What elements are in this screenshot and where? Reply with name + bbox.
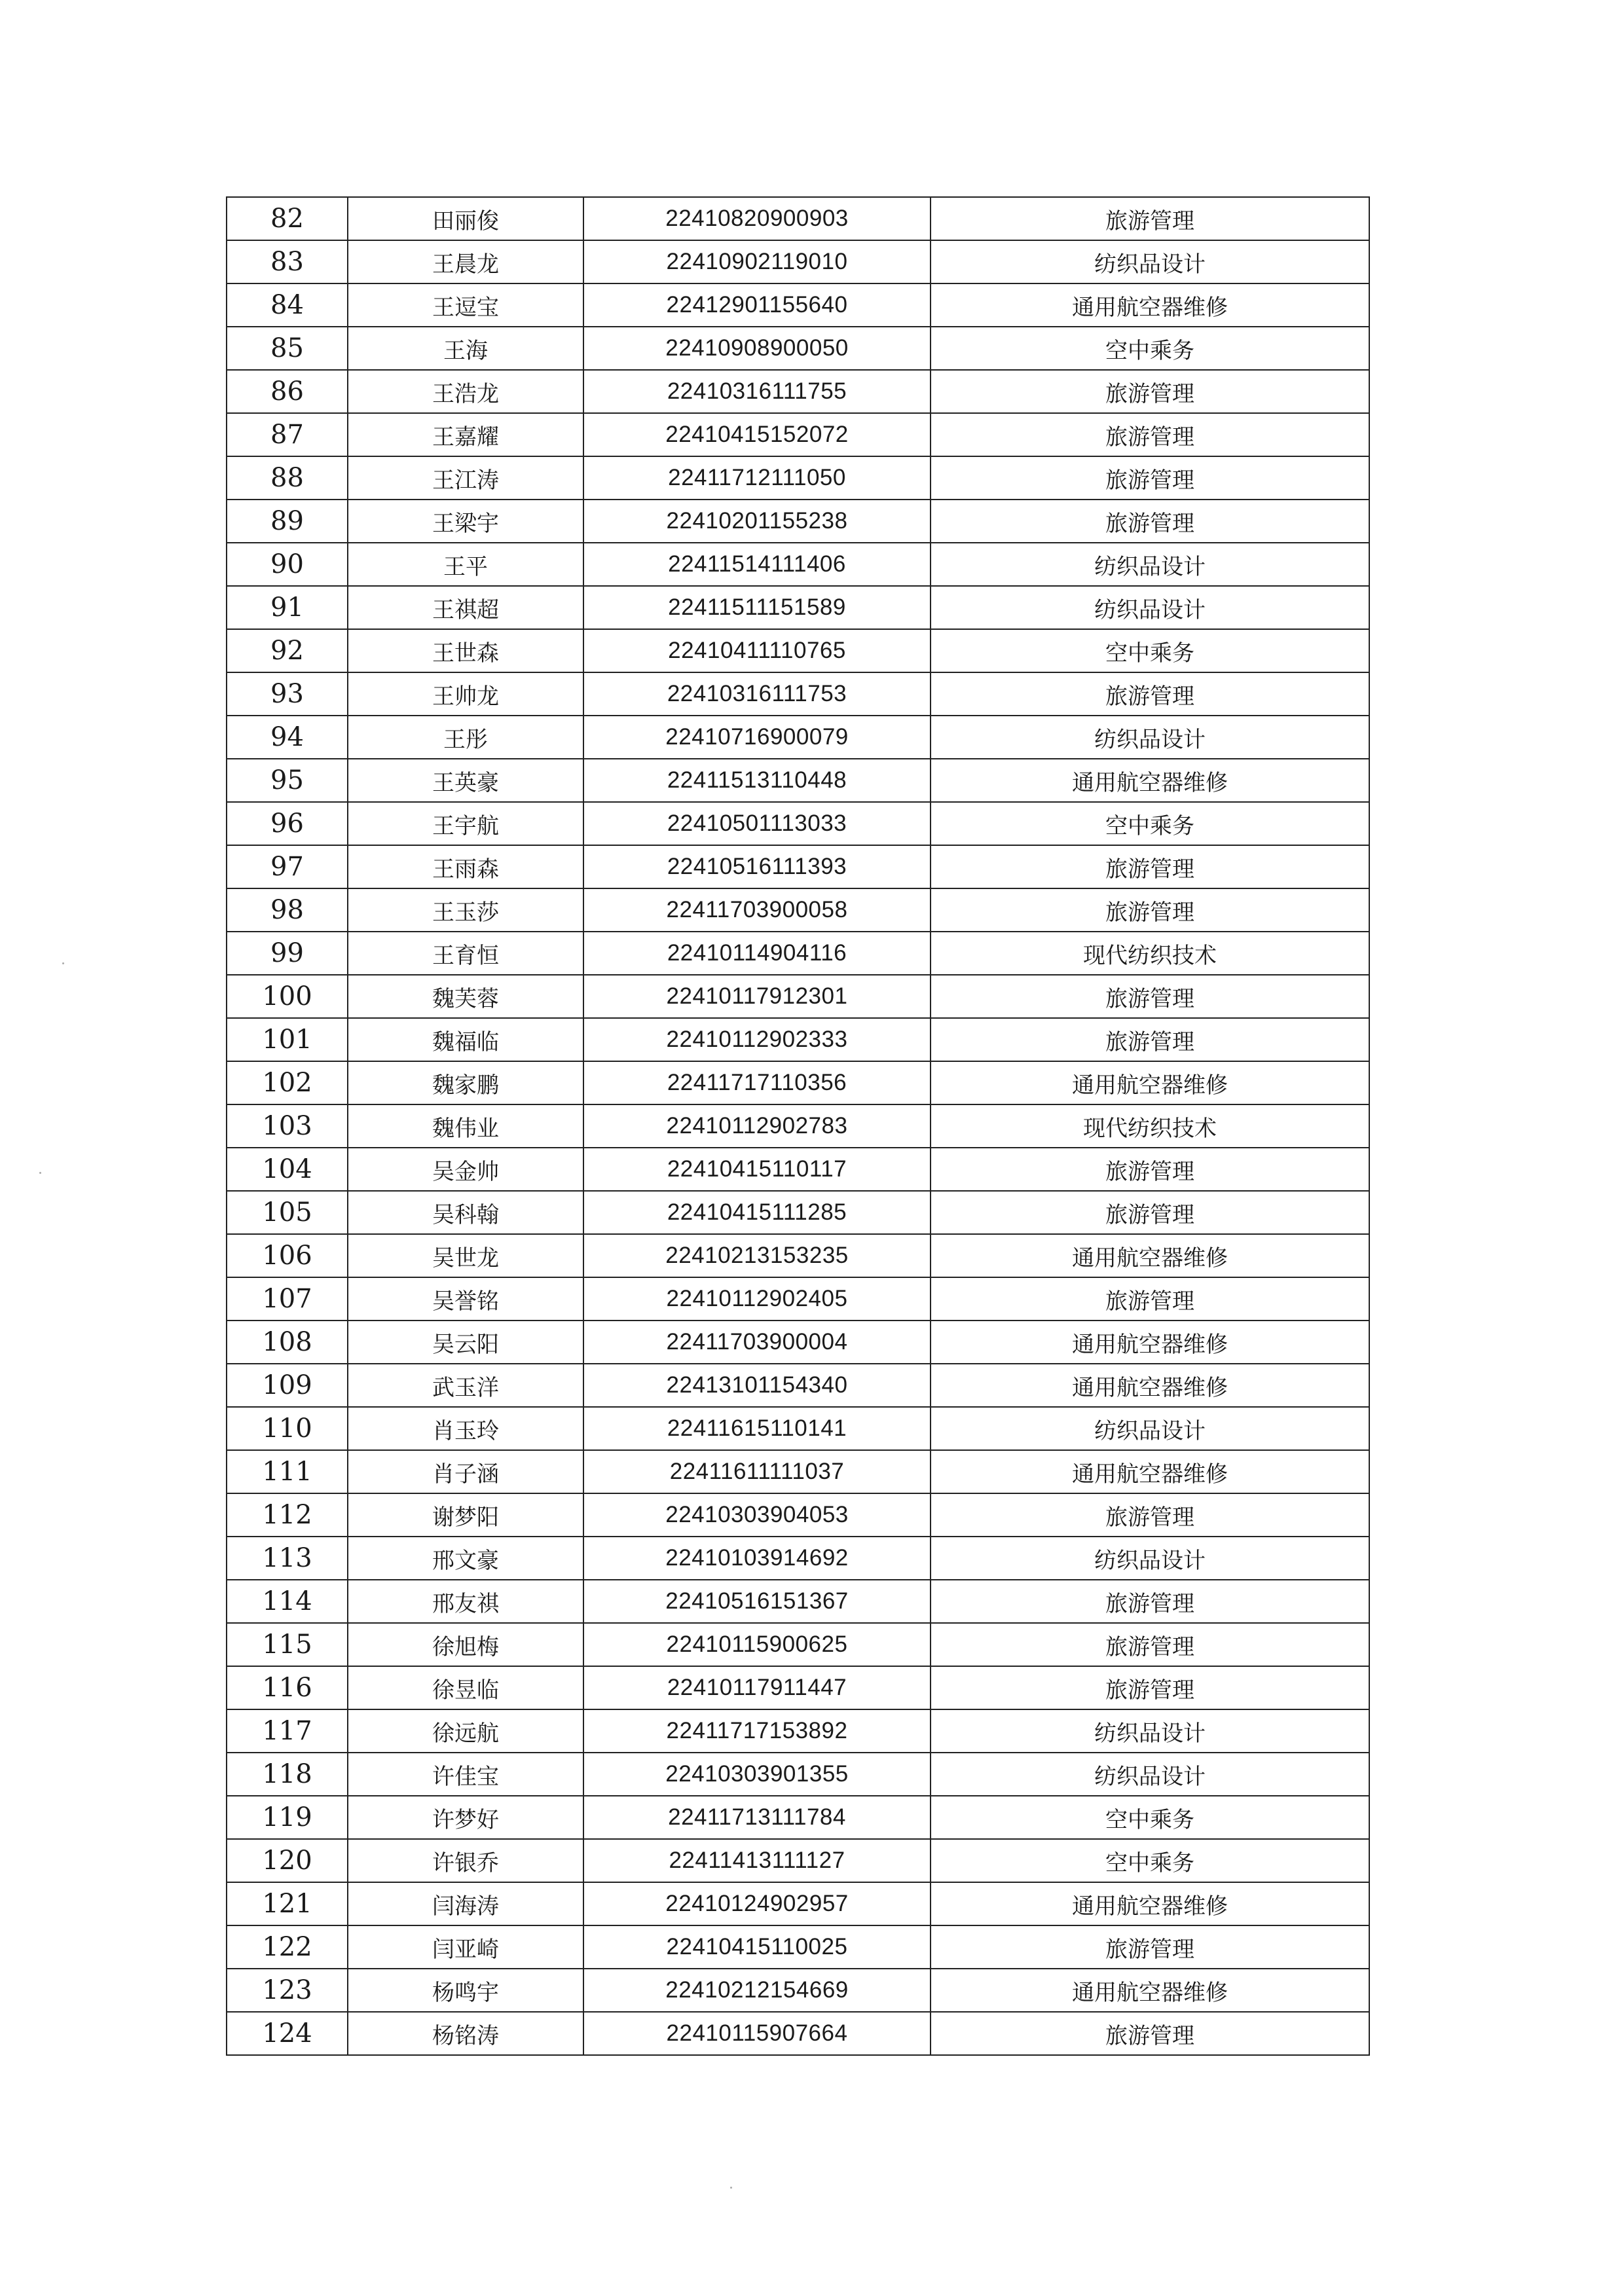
row-number: 106 bbox=[227, 1234, 348, 1277]
table-row bbox=[227, 1753, 1369, 1796]
row-number: 124 bbox=[227, 2012, 348, 2055]
student-name: 魏伟业 bbox=[348, 1104, 583, 1148]
table-row bbox=[227, 1882, 1369, 1925]
row-number: 107 bbox=[227, 1277, 348, 1321]
exam-number: 22410501113033 bbox=[583, 802, 931, 845]
table-row bbox=[227, 1321, 1369, 1364]
table-row bbox=[227, 1839, 1369, 1882]
exam-number: 22410516111393 bbox=[583, 845, 931, 888]
major-name: 旅游管理 bbox=[931, 1580, 1369, 1623]
major-name: 纺织品设计 bbox=[931, 1709, 1369, 1753]
student-name: 王宇航 bbox=[348, 802, 583, 845]
major-name: 旅游管理 bbox=[931, 1623, 1369, 1666]
student-roster-table bbox=[226, 196, 1370, 2056]
student-name: 邢友祺 bbox=[348, 1580, 583, 1623]
row-number: 108 bbox=[227, 1321, 348, 1364]
student-name: 许梦好 bbox=[348, 1796, 583, 1839]
row-number: 115 bbox=[227, 1623, 348, 1666]
scan-speck bbox=[62, 962, 64, 964]
table-row bbox=[227, 802, 1369, 845]
row-number: 100 bbox=[227, 975, 348, 1018]
table-row bbox=[227, 500, 1369, 543]
student-name: 徐昱临 bbox=[348, 1666, 583, 1709]
major-name: 旅游管理 bbox=[931, 500, 1369, 543]
student-name: 吴金帅 bbox=[348, 1148, 583, 1191]
exam-number: 22411511151589 bbox=[583, 586, 931, 629]
student-name: 王世森 bbox=[348, 629, 583, 672]
student-name: 徐远航 bbox=[348, 1709, 583, 1753]
student-name: 吴誉铭 bbox=[348, 1277, 583, 1321]
student-name: 许银乔 bbox=[348, 1839, 583, 1882]
row-number: 87 bbox=[227, 413, 348, 456]
exam-number: 22410716900079 bbox=[583, 716, 931, 759]
major-name: 旅游管理 bbox=[931, 845, 1369, 888]
row-number: 83 bbox=[227, 240, 348, 283]
row-number: 95 bbox=[227, 759, 348, 802]
exam-number: 22411513110448 bbox=[583, 759, 931, 802]
student-name: 吴科翰 bbox=[348, 1191, 583, 1234]
exam-number: 22410124902957 bbox=[583, 1882, 931, 1925]
table-row bbox=[227, 975, 1369, 1018]
table-row bbox=[227, 283, 1369, 327]
major-name: 纺织品设计 bbox=[931, 1753, 1369, 1796]
student-name: 王浩龙 bbox=[348, 370, 583, 413]
exam-number: 22410908900050 bbox=[583, 327, 931, 370]
student-name: 王嘉耀 bbox=[348, 413, 583, 456]
major-name: 纺织品设计 bbox=[931, 586, 1369, 629]
exam-number: 22410303901355 bbox=[583, 1753, 931, 1796]
student-name: 闫海涛 bbox=[348, 1882, 583, 1925]
row-number: 90 bbox=[227, 543, 348, 586]
exam-number: 22410112902783 bbox=[583, 1104, 931, 1148]
exam-number: 22411413111127 bbox=[583, 1839, 931, 1882]
student-name: 王玉莎 bbox=[348, 888, 583, 932]
major-name: 通用航空器维修 bbox=[931, 1882, 1369, 1925]
table-row bbox=[227, 1450, 1369, 1493]
major-name: 现代纺织技术 bbox=[931, 1104, 1369, 1148]
exam-number: 22410103914692 bbox=[583, 1537, 931, 1580]
exam-number: 22410115900625 bbox=[583, 1623, 931, 1666]
row-number: 112 bbox=[227, 1493, 348, 1537]
table-row bbox=[227, 327, 1369, 370]
row-number: 120 bbox=[227, 1839, 348, 1882]
major-name: 通用航空器维修 bbox=[931, 759, 1369, 802]
student-name: 武玉洋 bbox=[348, 1364, 583, 1407]
table-row bbox=[227, 932, 1369, 975]
major-name: 纺织品设计 bbox=[931, 1407, 1369, 1450]
student-name: 魏芙蓉 bbox=[348, 975, 583, 1018]
row-number: 114 bbox=[227, 1580, 348, 1623]
major-name: 旅游管理 bbox=[931, 197, 1369, 240]
row-number: 86 bbox=[227, 370, 348, 413]
row-number: 117 bbox=[227, 1709, 348, 1753]
exam-number: 22410114904116 bbox=[583, 932, 931, 975]
scan-speck bbox=[39, 1172, 41, 1174]
exam-number: 22410212154669 bbox=[583, 1969, 931, 2012]
roster-body bbox=[227, 197, 1369, 2055]
table-row bbox=[227, 1234, 1369, 1277]
row-number: 122 bbox=[227, 1925, 348, 1969]
table-row bbox=[227, 413, 1369, 456]
table-row bbox=[227, 629, 1369, 672]
student-name: 王晨龙 bbox=[348, 240, 583, 283]
row-number: 109 bbox=[227, 1364, 348, 1407]
student-name: 谢梦阳 bbox=[348, 1493, 583, 1537]
major-name: 旅游管理 bbox=[931, 975, 1369, 1018]
row-number: 102 bbox=[227, 1061, 348, 1104]
exam-number: 22410415152072 bbox=[583, 413, 931, 456]
table-row bbox=[227, 1925, 1369, 1969]
table-row bbox=[227, 1537, 1369, 1580]
student-name: 吴世龙 bbox=[348, 1234, 583, 1277]
exam-number: 22410516151367 bbox=[583, 1580, 931, 1623]
row-number: 98 bbox=[227, 888, 348, 932]
exam-number: 22410415110025 bbox=[583, 1925, 931, 1969]
table-row bbox=[227, 456, 1369, 500]
student-name: 魏家鹏 bbox=[348, 1061, 583, 1104]
major-name: 旅游管理 bbox=[931, 456, 1369, 500]
row-number: 104 bbox=[227, 1148, 348, 1191]
table-row bbox=[227, 1407, 1369, 1450]
major-name: 通用航空器维修 bbox=[931, 1061, 1369, 1104]
student-name: 杨铭涛 bbox=[348, 2012, 583, 2055]
exam-number: 22413101154340 bbox=[583, 1364, 931, 1407]
table-row bbox=[227, 370, 1369, 413]
major-name: 纺织品设计 bbox=[931, 543, 1369, 586]
student-name: 王梁宇 bbox=[348, 500, 583, 543]
table-row bbox=[227, 586, 1369, 629]
table-row bbox=[227, 1580, 1369, 1623]
table-row bbox=[227, 543, 1369, 586]
major-name: 空中乘务 bbox=[931, 1796, 1369, 1839]
row-number: 96 bbox=[227, 802, 348, 845]
student-name: 王江涛 bbox=[348, 456, 583, 500]
table-row bbox=[227, 1061, 1369, 1104]
exam-number: 22410316111753 bbox=[583, 672, 931, 716]
table-row bbox=[227, 1364, 1369, 1407]
student-name: 王帅龙 bbox=[348, 672, 583, 716]
exam-number: 22412901155640 bbox=[583, 283, 931, 327]
major-name: 旅游管理 bbox=[931, 413, 1369, 456]
student-name: 吴云阳 bbox=[348, 1321, 583, 1364]
student-name: 魏福临 bbox=[348, 1018, 583, 1061]
row-number: 94 bbox=[227, 716, 348, 759]
student-roster-sheet bbox=[226, 196, 1369, 2056]
major-name: 旅游管理 bbox=[931, 1493, 1369, 1537]
student-name: 王雨森 bbox=[348, 845, 583, 888]
row-number: 93 bbox=[227, 672, 348, 716]
row-number: 82 bbox=[227, 197, 348, 240]
exam-number: 22411703900004 bbox=[583, 1321, 931, 1364]
row-number: 88 bbox=[227, 456, 348, 500]
student-name: 王育恒 bbox=[348, 932, 583, 975]
exam-number: 22410117911447 bbox=[583, 1666, 931, 1709]
student-name: 徐旭梅 bbox=[348, 1623, 583, 1666]
student-name: 王彤 bbox=[348, 716, 583, 759]
major-name: 旅游管理 bbox=[931, 2012, 1369, 2055]
exam-number: 22411611111037 bbox=[583, 1450, 931, 1493]
exam-number: 22411712111050 bbox=[583, 456, 931, 500]
major-name: 旅游管理 bbox=[931, 1191, 1369, 1234]
major-name: 纺织品设计 bbox=[931, 240, 1369, 283]
student-name: 肖玉玲 bbox=[348, 1407, 583, 1450]
student-name: 闫亚崎 bbox=[348, 1925, 583, 1969]
major-name: 旅游管理 bbox=[931, 370, 1369, 413]
row-number: 123 bbox=[227, 1969, 348, 2012]
exam-number: 22411703900058 bbox=[583, 888, 931, 932]
table-row bbox=[227, 716, 1369, 759]
student-name: 王逗宝 bbox=[348, 283, 583, 327]
row-number: 92 bbox=[227, 629, 348, 672]
exam-number: 22411717110356 bbox=[583, 1061, 931, 1104]
row-number: 113 bbox=[227, 1537, 348, 1580]
exam-number: 22410303904053 bbox=[583, 1493, 931, 1537]
row-number: 89 bbox=[227, 500, 348, 543]
row-number: 116 bbox=[227, 1666, 348, 1709]
row-number: 111 bbox=[227, 1450, 348, 1493]
table-row bbox=[227, 845, 1369, 888]
exam-number: 22410415111285 bbox=[583, 1191, 931, 1234]
table-row bbox=[227, 1666, 1369, 1709]
major-name: 通用航空器维修 bbox=[931, 1969, 1369, 2012]
exam-number: 22410201155238 bbox=[583, 500, 931, 543]
row-number: 85 bbox=[227, 327, 348, 370]
scan-speck bbox=[730, 2187, 732, 2189]
exam-number: 22411615110141 bbox=[583, 1407, 931, 1450]
major-name: 空中乘务 bbox=[931, 1839, 1369, 1882]
table-row bbox=[227, 2012, 1369, 2055]
major-name: 通用航空器维修 bbox=[931, 283, 1369, 327]
row-number: 110 bbox=[227, 1407, 348, 1450]
major-name: 通用航空器维修 bbox=[931, 1364, 1369, 1407]
exam-number: 22410112902333 bbox=[583, 1018, 931, 1061]
exam-number: 22410902119010 bbox=[583, 240, 931, 283]
table-row bbox=[227, 1277, 1369, 1321]
row-number: 119 bbox=[227, 1796, 348, 1839]
table-row bbox=[227, 1018, 1369, 1061]
row-number: 91 bbox=[227, 586, 348, 629]
exam-number: 22411717153892 bbox=[583, 1709, 931, 1753]
row-number: 99 bbox=[227, 932, 348, 975]
major-name: 旅游管理 bbox=[931, 1148, 1369, 1191]
exam-number: 22411514111406 bbox=[583, 543, 931, 586]
exam-number: 22410115907664 bbox=[583, 2012, 931, 2055]
table-row bbox=[227, 759, 1369, 802]
major-name: 纺织品设计 bbox=[931, 716, 1369, 759]
student-name: 田丽俊 bbox=[348, 197, 583, 240]
major-name: 旅游管理 bbox=[931, 1018, 1369, 1061]
major-name: 旅游管理 bbox=[931, 672, 1369, 716]
student-name: 王海 bbox=[348, 327, 583, 370]
table-row bbox=[227, 1796, 1369, 1839]
major-name: 旅游管理 bbox=[931, 888, 1369, 932]
major-name: 通用航空器维修 bbox=[931, 1321, 1369, 1364]
row-number: 105 bbox=[227, 1191, 348, 1234]
major-name: 纺织品设计 bbox=[931, 1537, 1369, 1580]
exam-number: 22411713111784 bbox=[583, 1796, 931, 1839]
row-number: 103 bbox=[227, 1104, 348, 1148]
student-name: 肖子涵 bbox=[348, 1450, 583, 1493]
row-number: 97 bbox=[227, 845, 348, 888]
exam-number: 22410820900903 bbox=[583, 197, 931, 240]
exam-number: 22410415110117 bbox=[583, 1148, 931, 1191]
major-name: 旅游管理 bbox=[931, 1925, 1369, 1969]
table-row bbox=[227, 240, 1369, 283]
table-row bbox=[227, 197, 1369, 240]
row-number: 84 bbox=[227, 283, 348, 327]
student-name: 王平 bbox=[348, 543, 583, 586]
table-row bbox=[227, 672, 1369, 716]
table-row bbox=[227, 1623, 1369, 1666]
major-name: 空中乘务 bbox=[931, 327, 1369, 370]
table-row bbox=[227, 1969, 1369, 2012]
table-row bbox=[227, 888, 1369, 932]
student-name: 杨鸣宇 bbox=[348, 1969, 583, 2012]
student-name: 王祺超 bbox=[348, 586, 583, 629]
major-name: 空中乘务 bbox=[931, 802, 1369, 845]
exam-number: 22410213153235 bbox=[583, 1234, 931, 1277]
student-name: 王英豪 bbox=[348, 759, 583, 802]
exam-number: 22410411110765 bbox=[583, 629, 931, 672]
major-name: 通用航空器维修 bbox=[931, 1234, 1369, 1277]
exam-number: 22410112902405 bbox=[583, 1277, 931, 1321]
table-row bbox=[227, 1493, 1369, 1537]
table-row bbox=[227, 1191, 1369, 1234]
table-row bbox=[227, 1148, 1369, 1191]
row-number: 101 bbox=[227, 1018, 348, 1061]
major-name: 旅游管理 bbox=[931, 1277, 1369, 1321]
row-number: 121 bbox=[227, 1882, 348, 1925]
row-number: 118 bbox=[227, 1753, 348, 1796]
student-name: 许佳宝 bbox=[348, 1753, 583, 1796]
major-name: 空中乘务 bbox=[931, 629, 1369, 672]
table-row bbox=[227, 1104, 1369, 1148]
major-name: 通用航空器维修 bbox=[931, 1450, 1369, 1493]
exam-number: 22410316111755 bbox=[583, 370, 931, 413]
student-name: 邢文豪 bbox=[348, 1537, 583, 1580]
table-row bbox=[227, 1709, 1369, 1753]
major-name: 旅游管理 bbox=[931, 1666, 1369, 1709]
major-name: 现代纺织技术 bbox=[931, 932, 1369, 975]
exam-number: 22410117912301 bbox=[583, 975, 931, 1018]
